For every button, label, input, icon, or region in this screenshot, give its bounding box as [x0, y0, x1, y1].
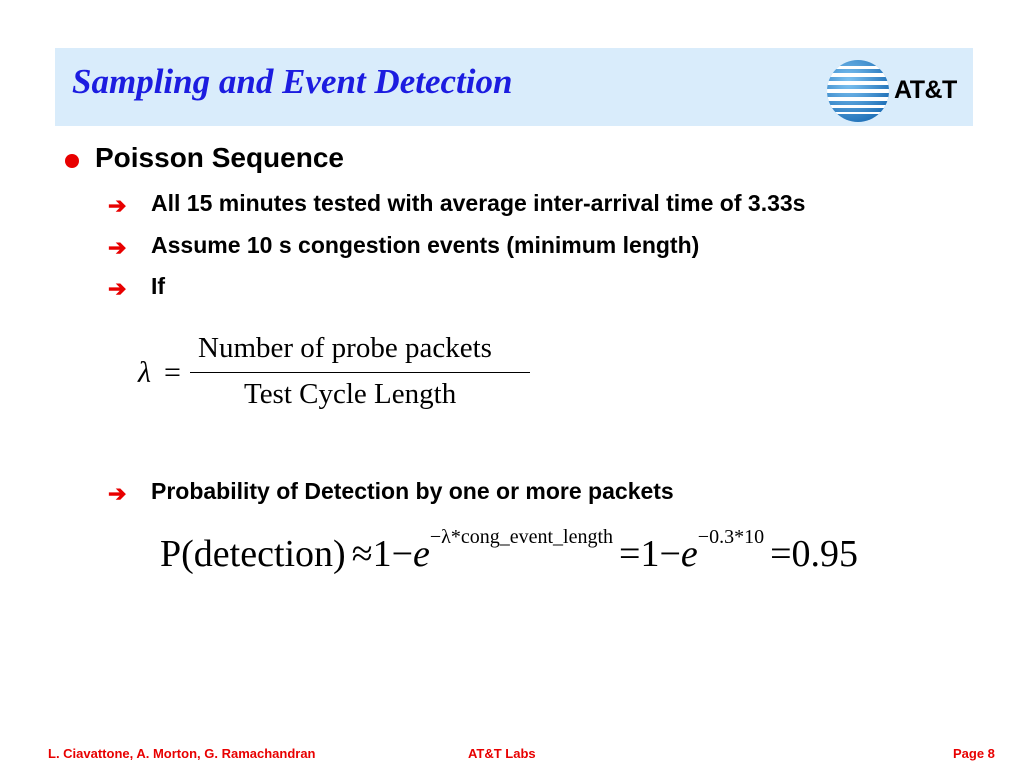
- result-value: =0.95: [770, 533, 859, 575]
- exponent-1: −λ*cong_event_length: [429, 526, 614, 548]
- sub-bullet-text: Assume 10 s congestion events (minimum length): [151, 232, 700, 258]
- footer-authors: L. Ciavattone, A. Morton, G. Ramachandran: [48, 746, 316, 761]
- red-right-arrow-icon: ➔: [108, 193, 127, 218]
- logo-text: AT&T: [894, 76, 957, 104]
- sub-bullet-text: All 15 minutes tested with average inter-arrival time of 3.33s: [151, 190, 806, 216]
- lambda-symbol: λ: [138, 356, 151, 389]
- att-globe-icon: [826, 58, 890, 124]
- red-right-arrow-icon: ➔: [108, 235, 127, 260]
- footer-page-number: Page 8: [953, 746, 995, 761]
- bullet-text: Poisson Sequence: [95, 142, 344, 173]
- exponent-2: −0.3*10: [697, 526, 765, 548]
- p-detection: P(detection): [160, 533, 346, 575]
- red-circle-bullet-icon: [65, 154, 79, 168]
- fraction-numerator: Number of probe packets: [198, 332, 492, 364]
- equals-one-minus: =1−: [619, 533, 681, 575]
- sub-bullet-text: Probability of Detection by one or more packets: [151, 478, 674, 504]
- approx-one-minus: ≈1−: [351, 533, 414, 575]
- sub-bullet-text: If: [151, 273, 166, 299]
- fraction-bar: [190, 372, 530, 373]
- red-right-arrow-icon: ➔: [108, 481, 127, 506]
- att-logo: [826, 58, 966, 124]
- equals-sign: =: [164, 356, 181, 389]
- e-symbol: e: [413, 533, 430, 575]
- e-symbol: e: [680, 533, 698, 575]
- fraction-denominator: Test Cycle Length: [244, 378, 457, 410]
- slide-title: Sampling and Event Detection: [72, 62, 513, 101]
- detection-probability-equation: [160, 526, 859, 576]
- footer-org: AT&T Labs: [468, 746, 536, 761]
- red-right-arrow-icon: ➔: [108, 276, 127, 301]
